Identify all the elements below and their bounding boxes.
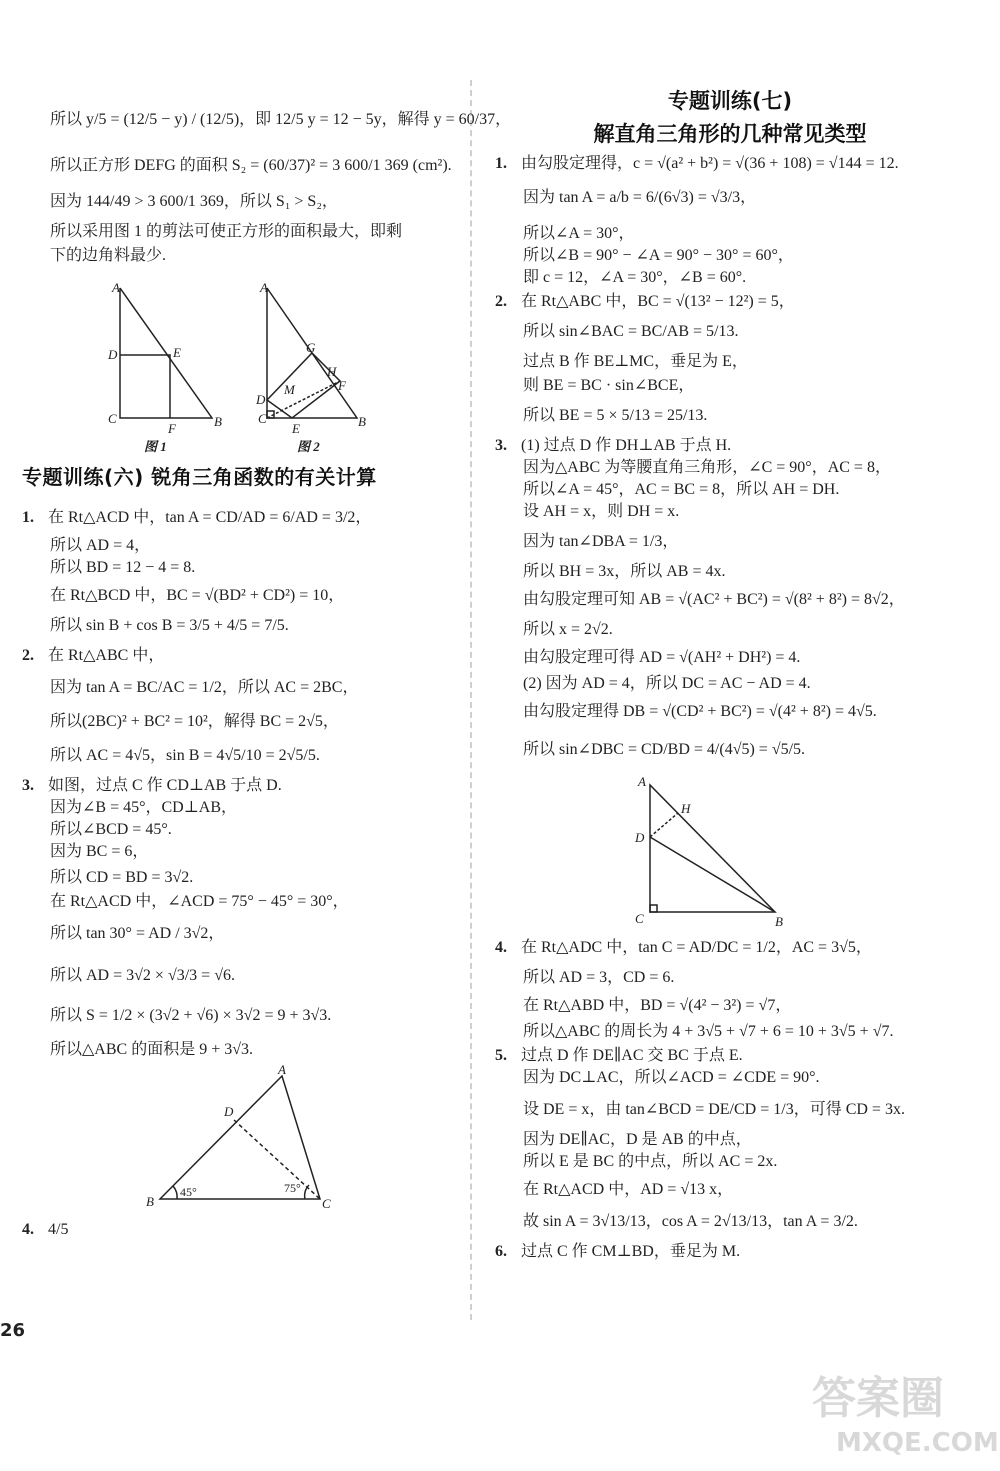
text-line: 设 DE = x，由 tan∠BCD = DE/CD = 1/3，可得 CD = 3x.: [523, 1101, 905, 1118]
text-line: 所以∠A = 45°，AC = BC = 8，所以 AH = DH.: [523, 481, 840, 498]
triangle-figures: [22, 278, 462, 454]
text-line: 因为 tan A = a/b = 6/(6√3) = √3/3，: [523, 189, 757, 206]
text-line: 所以 S = 1/2 × (3√2 + √6) × 3√2 = 9 + 3√3.: [50, 1007, 332, 1024]
text-line: 所以正方形 DEFG 的面积 S₂ = (60/37)² = 3 600/1 369 (cm²).: [50, 157, 452, 174]
svg-text:C: C: [635, 911, 644, 926]
text-line: 所以 x = 2√2.: [523, 621, 613, 638]
svg-text:H: H: [327, 364, 337, 379]
problem-number: 6.: [495, 1243, 507, 1260]
svg-text:A: A: [278, 1062, 286, 1077]
text-line: 所以∠BCD = 45°.: [50, 821, 172, 838]
text-line: 在 Rt△ABC 中，: [48, 647, 165, 664]
site-watermark: [792, 1353, 999, 1463]
text-line: 因为 DE∥AC，D 是 AB 的中点，: [523, 1131, 752, 1148]
problem-3: [495, 436, 965, 764]
text-line: 在 Rt△ABC 中，BC = √(13² − 12²) = 5，: [521, 293, 795, 310]
problem-2: [495, 292, 965, 430]
section-subtitle-7: 解直角三角形的几种常见类型: [593, 122, 867, 146]
section-title-6: 专题训练(六) 锐角三角函数的有关计算: [22, 465, 377, 489]
text-line: 由勾股定理可得 AD = √(AH² + DH²) = 4.: [523, 649, 801, 666]
text-line: 所以 AD = 3√2 × √3/3 = √6.: [50, 967, 235, 984]
problem-number: 2.: [22, 647, 34, 664]
problem-6: [495, 1242, 965, 1262]
problem-4: [495, 934, 965, 1042]
text-line: 所以 sin B + cos B = 3/5 + 4/5 = 7/5.: [50, 617, 289, 634]
text-line: 在 Rt△ABD 中，BD = √(4² − 3²) = √7，: [523, 997, 792, 1014]
text-line: 所以 tan 30° = AD / 3√2，: [50, 925, 225, 942]
figure-3: [22, 1064, 462, 1214]
text-line: 设 AH = x，则 DH = x.: [523, 503, 680, 520]
text-line: 过点 D 作 DE∥AC 交 BC 于点 E.: [521, 1047, 743, 1064]
text-line: 所以 AD = 4，: [50, 537, 151, 554]
text-line: 所以采用图 1 的剪法可使正方形的面积最大，即剩: [50, 223, 403, 240]
svg-text:D: D: [108, 347, 118, 362]
right-triangle-figure: [495, 770, 965, 930]
problem-1: [22, 504, 462, 640]
text-line: 在 Rt△ADC 中，tan C = AD/DC = 1/2，AC = 3√5，: [521, 939, 872, 956]
problem-number: 4.: [22, 1221, 34, 1238]
problem-number: 5.: [495, 1047, 507, 1064]
svg-text:G: G: [306, 340, 316, 355]
text-line: 由勾股定理得 DB = √(CD² + BC²) = √(4² + 8²) = 4√5.: [523, 703, 877, 720]
column-divider: [470, 80, 472, 1320]
text-line: 所以∠B = 90° − ∠A = 90° − 30° = 60°，: [523, 247, 794, 264]
text-line: 因为 144/49 > 3 600/1 369，所以 S₁ > S₂，: [50, 193, 338, 210]
text-line: 所以△ABC 的周长为 4 + 3√5 + √7 + 6 = 10 + 3√5 + √7.: [523, 1023, 894, 1040]
svg-text:H: H: [681, 801, 691, 816]
text-line: 所以(2BC)² + BC² = 10²，解得 BC = 2√5，: [50, 713, 339, 730]
text-line: 所以 BE = 5 × 5/13 = 25/13.: [523, 407, 708, 424]
problem-number: 1.: [495, 155, 507, 172]
svg-text:A: A: [638, 774, 646, 789]
text-line: 所以 E 是 BC 的中点，所以 AC = 2x.: [523, 1153, 778, 1170]
problem-number: 3.: [22, 777, 34, 794]
text-line: 因为∠B = 45°，CD⊥AB，: [50, 799, 238, 816]
text-line: 在 Rt△ACD 中，∠ACD = 75° − 45° = 30°，: [50, 893, 349, 910]
text-line: 由勾股定理得，c = √(a² + b²) = √(36 + 108) = √144 = 12.: [521, 155, 899, 172]
problem-4: [22, 1216, 462, 1244]
left-column: [22, 80, 512, 1244]
text-line: 下的边角料最少.: [50, 247, 167, 264]
text-line: 在 Rt△BCD 中，BC = √(BD² + CD²) = 10，: [50, 587, 345, 604]
problem-2: [22, 646, 462, 770]
svg-text:E: E: [292, 421, 300, 436]
problem-number: 3.: [495, 437, 507, 454]
text-line: 过点 B 作 BE⊥MC，垂足为 E，: [523, 353, 748, 370]
right-column: [495, 88, 965, 1262]
text-line: 过点 C 作 CM⊥BD，垂足为 M.: [521, 1243, 741, 1260]
text-line: 故 sin A = 3√13/13，cos A = 2√13/13，tan A = 3/2.: [523, 1213, 858, 1230]
text-line: 所以 AC = 4√5，sin B = 4√5/10 = 2√5/5.: [50, 747, 320, 764]
text-line: 则 BE = BC · sin∠BCE，: [523, 377, 695, 394]
text-line: 在 Rt△ACD 中，tan A = CD/AD = 6/AD = 3/2，: [48, 509, 372, 526]
text-line: 所以 y/5 = (12/5 − y) / (12/5)，即 12/5 y = 12 − 5y，解得 y = 60/37，: [50, 111, 512, 128]
text-line: 即 c = 12，∠A = 30°，∠B = 60°.: [523, 269, 747, 286]
text-line: (2) 因为 AD = 4，所以 DC = AC − AD = 4.: [523, 675, 811, 692]
problem-number: 1.: [22, 509, 34, 526]
figure-abc-right: [495, 770, 965, 930]
svg-text:A: A: [112, 280, 120, 295]
figure-caption: 图 2: [297, 439, 320, 454]
angle-label: 75°: [284, 1181, 301, 1195]
text-line: 因为 tan∠DBA = 1/3，: [523, 533, 679, 550]
text-line: 所以 CD = BD = 3√2.: [50, 869, 194, 886]
svg-text:F: F: [338, 378, 346, 393]
text-line: 所以 sin∠BAC = BC/AB = 5/13.: [523, 323, 739, 340]
text-line: 如图，过点 C 作 CD⊥AB 于点 D.: [48, 777, 282, 794]
text-line: 所以 AD = 3，CD = 6.: [523, 969, 675, 986]
text-line: 4/5: [48, 1221, 69, 1238]
svg-text:C: C: [258, 411, 267, 426]
watermark-url-text: MXQE.COM: [836, 1428, 999, 1458]
text-line: 所以△ABC 的面积是 9 + 3√3.: [50, 1041, 254, 1058]
svg-text:E: E: [173, 345, 181, 360]
svg-text:A: A: [260, 280, 268, 295]
figure-caption: 图 1: [144, 439, 167, 454]
text-line: 所以∠A = 30°，: [523, 225, 635, 242]
figures-1-2: [22, 278, 462, 454]
problem-number: 4.: [495, 939, 507, 956]
text-line: (1) 过点 D 作 DH⊥AB 于点 H.: [521, 437, 732, 454]
svg-text:B: B: [775, 914, 783, 929]
text-line: 在 Rt△ACD 中，AD = √13 x，: [523, 1181, 734, 1198]
svg-text:D: D: [635, 830, 645, 845]
svg-text:F: F: [168, 421, 176, 436]
svg-text:D: D: [256, 392, 266, 407]
angle-label: 45°: [180, 1185, 197, 1199]
page-number: 26: [0, 1320, 26, 1341]
svg-text:B: B: [214, 414, 222, 429]
triangle-abc-figure: [22, 1064, 462, 1214]
text-line: 由勾股定理可知 AB = √(AC² + BC²) = √(8² + 8²) = 8√2，: [523, 591, 905, 608]
watermark-logo-text: 答案圈: [812, 1373, 944, 1424]
svg-text:C: C: [108, 411, 117, 426]
svg-text:D: D: [224, 1104, 234, 1119]
svg-text:B: B: [358, 414, 366, 429]
text-line: 因为 tan A = BC/AC = 1/2，所以 AC = 2BC，: [50, 679, 359, 696]
problem-number: 2.: [495, 293, 507, 310]
svg-text:B: B: [146, 1194, 154, 1209]
problem-5: [495, 1046, 965, 1236]
problem-1: [495, 154, 965, 288]
text-line: 因为△ABC 为等腰直角三角形，∠C = 90°，AC = 8，: [523, 459, 891, 476]
svg-text:C: C: [322, 1196, 331, 1211]
text-line: 所以 BD = 12 − 4 = 8.: [50, 559, 196, 576]
text-line: 所以 BH = 3x，所以 AB = 4x.: [523, 563, 726, 580]
text-line: 因为 BC = 6，: [50, 843, 149, 860]
section-title-7: 专题训练(七): [667, 89, 793, 113]
problem-3: [22, 776, 462, 1060]
svg-text:M: M: [284, 382, 295, 397]
text-line: 因为 DC⊥AC，所以∠ACD = ∠CDE = 90°.: [523, 1069, 820, 1086]
text-line: 所以 sin∠DBC = CD/BD = 4/(4√5) = √5/5.: [523, 741, 806, 758]
